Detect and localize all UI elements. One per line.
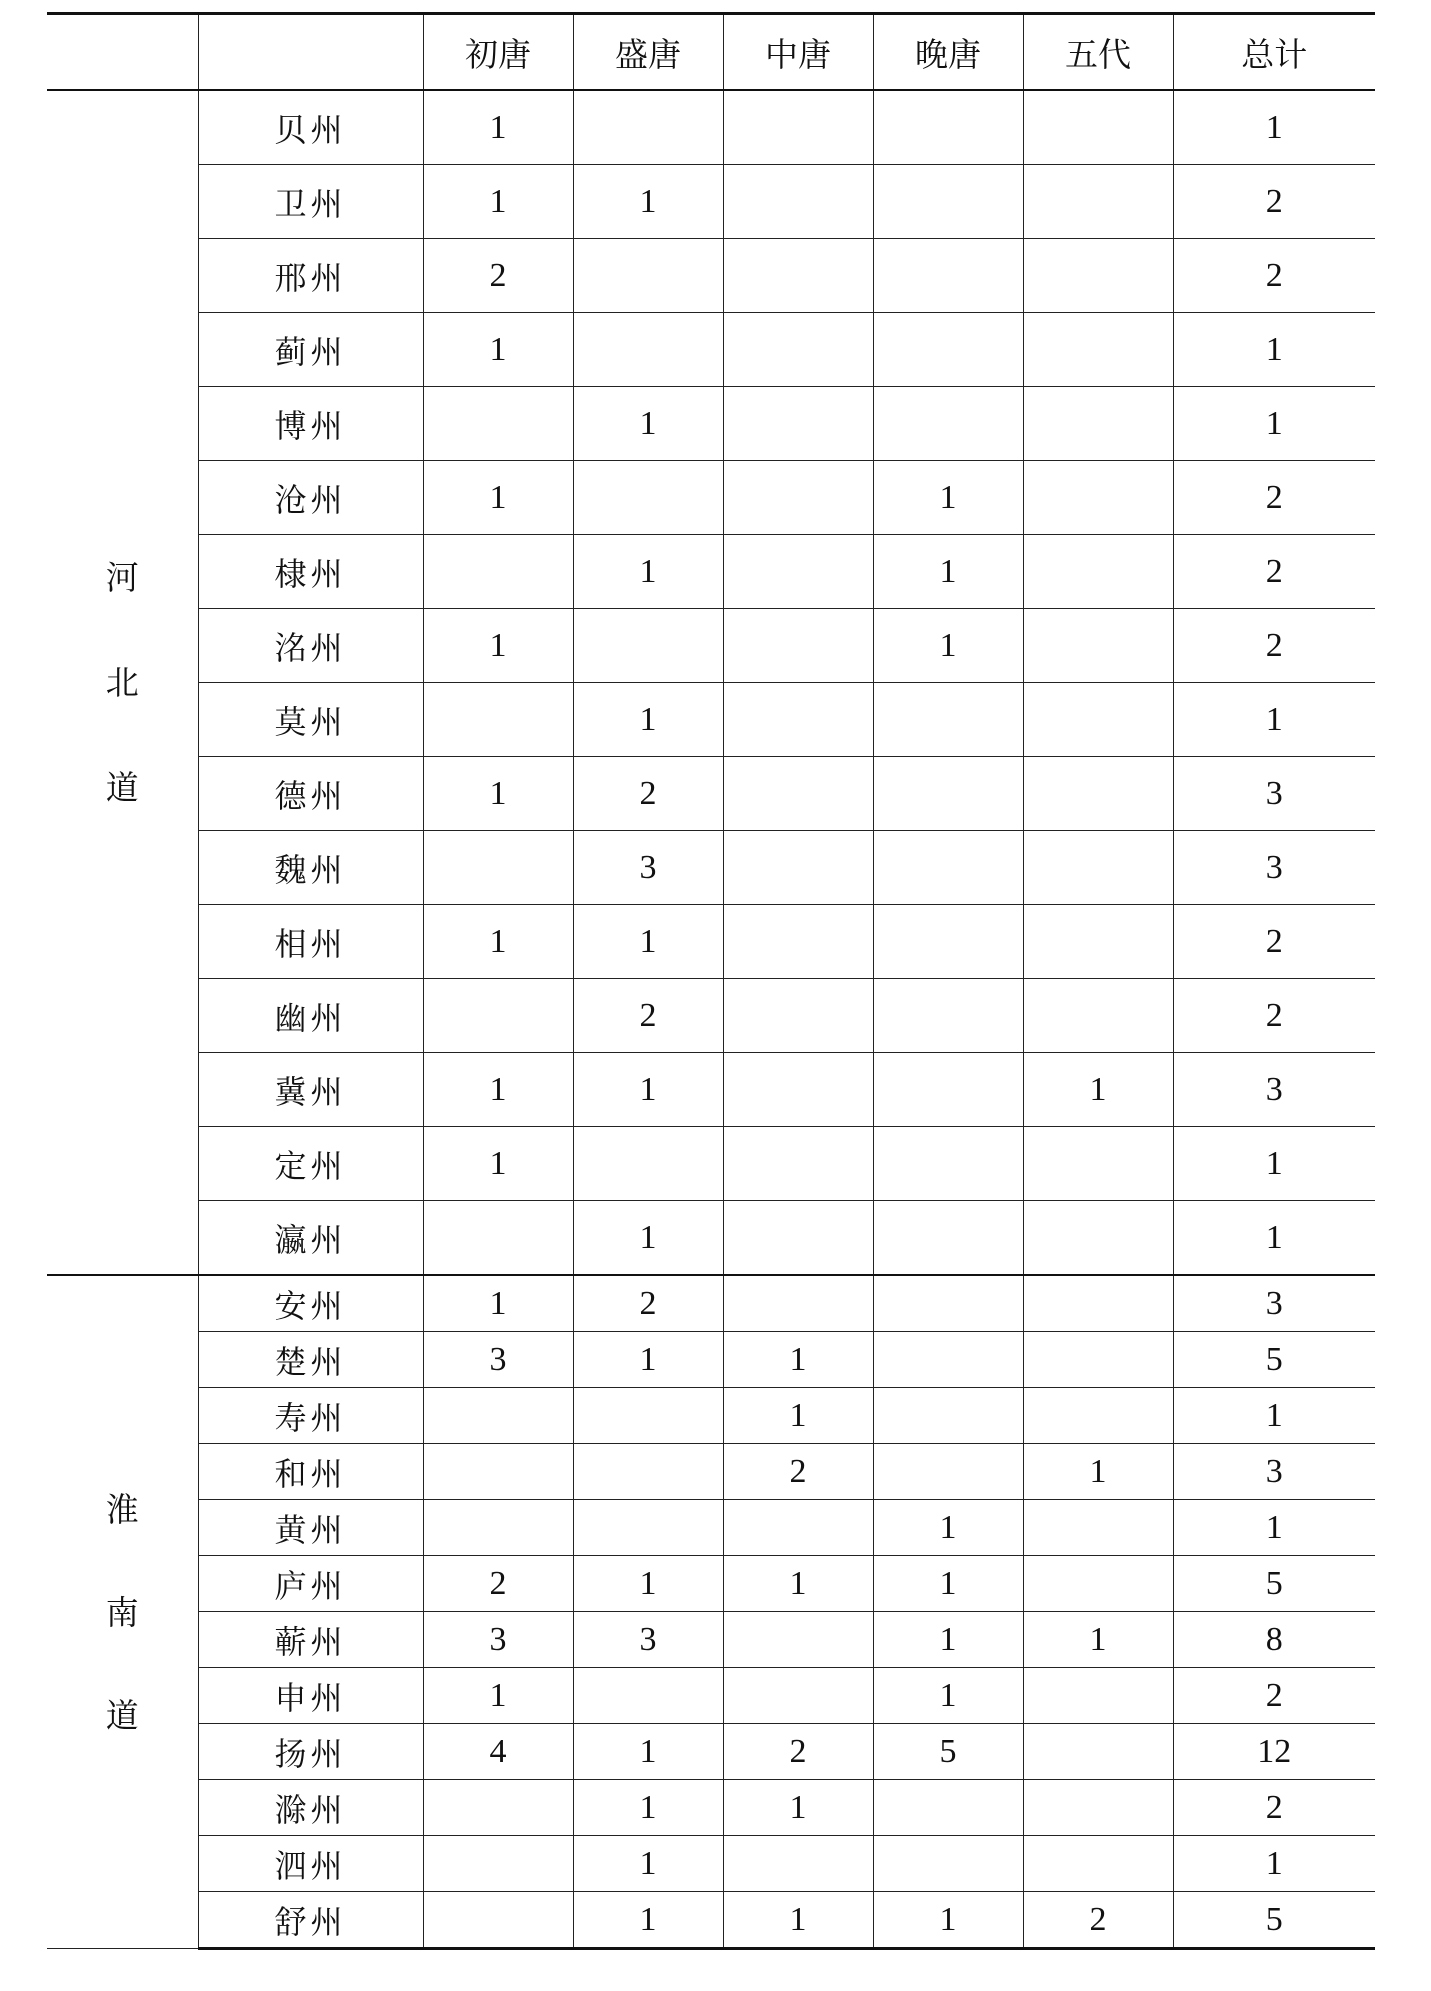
prefecture-name: 贝州 xyxy=(198,90,423,165)
region-huainan-label xyxy=(47,1275,198,1949)
count-wantang: 1 xyxy=(873,1892,1023,1949)
prefecture-name: 申州 xyxy=(198,1668,423,1724)
count-chutang xyxy=(423,1836,573,1892)
prefecture-name: 寿州 xyxy=(198,1388,423,1444)
count-wantang: 1 xyxy=(873,1668,1023,1724)
count-total: 2 xyxy=(1173,1780,1375,1836)
count-wantang: 1 xyxy=(873,535,1023,609)
count-total: 3 xyxy=(1173,831,1375,905)
count-wantang xyxy=(873,1780,1023,1836)
table-row xyxy=(47,1275,1375,1332)
count-wudai xyxy=(1023,1780,1173,1836)
count-zhongtang xyxy=(723,757,873,831)
count-zhongtang xyxy=(723,1127,873,1201)
table-row xyxy=(47,1388,1375,1444)
count-shengtang: 1 xyxy=(573,1053,723,1127)
count-total: 2 xyxy=(1173,979,1375,1053)
count-total: 1 xyxy=(1173,90,1375,165)
prefecture-name: 扬州 xyxy=(198,1724,423,1780)
table-row xyxy=(47,1892,1375,1949)
count-total: 2 xyxy=(1173,461,1375,535)
count-wantang xyxy=(873,313,1023,387)
table-row xyxy=(47,313,1375,387)
count-wantang: 1 xyxy=(873,1612,1023,1668)
count-chutang: 1 xyxy=(423,461,573,535)
count-wantang xyxy=(873,1201,1023,1276)
region-hebei-label xyxy=(47,90,198,1275)
count-wantang xyxy=(873,831,1023,905)
count-chutang xyxy=(423,1892,573,1949)
region-char: 北 xyxy=(105,663,139,702)
count-wudai xyxy=(1023,1724,1173,1780)
region-char: 南 xyxy=(105,1592,139,1632)
count-wudai xyxy=(1023,1332,1173,1388)
count-shengtang xyxy=(573,1500,723,1556)
table-row xyxy=(47,387,1375,461)
count-chutang xyxy=(423,1444,573,1500)
count-wudai xyxy=(1023,387,1173,461)
prefecture-name: 德州 xyxy=(198,757,423,831)
count-shengtang: 1 xyxy=(573,1780,723,1836)
prefecture-name: 棣州 xyxy=(198,535,423,609)
count-wantang xyxy=(873,239,1023,313)
table-row xyxy=(47,1444,1375,1500)
count-zhongtang xyxy=(723,461,873,535)
count-total: 3 xyxy=(1173,1275,1375,1332)
count-shengtang xyxy=(573,609,723,683)
prefecture-name: 莫州 xyxy=(198,683,423,757)
table-row xyxy=(47,461,1375,535)
count-chutang xyxy=(423,1388,573,1444)
count-wantang: 1 xyxy=(873,461,1023,535)
count-wantang xyxy=(873,1275,1023,1332)
count-chutang: 1 xyxy=(423,1275,573,1332)
count-total: 2 xyxy=(1173,535,1375,609)
count-zhongtang xyxy=(723,1668,873,1724)
count-wantang xyxy=(873,1836,1023,1892)
count-zhongtang xyxy=(723,535,873,609)
count-zhongtang xyxy=(723,683,873,757)
count-chutang: 4 xyxy=(423,1724,573,1780)
count-total: 1 xyxy=(1173,683,1375,757)
count-chutang xyxy=(423,831,573,905)
count-total: 1 xyxy=(1173,1388,1375,1444)
count-zhongtang: 1 xyxy=(723,1780,873,1836)
count-chutang: 1 xyxy=(423,165,573,239)
count-wudai xyxy=(1023,535,1173,609)
table-row xyxy=(47,831,1375,905)
count-wudai xyxy=(1023,165,1173,239)
count-wantang xyxy=(873,1127,1023,1201)
prefecture-name: 舒州 xyxy=(198,1892,423,1949)
count-shengtang xyxy=(573,1388,723,1444)
table-row xyxy=(47,1127,1375,1201)
count-shengtang xyxy=(573,1668,723,1724)
prefecture-name: 冀州 xyxy=(198,1053,423,1127)
prefecture-name: 沧州 xyxy=(198,461,423,535)
count-chutang: 1 xyxy=(423,1668,573,1724)
count-zhongtang: 1 xyxy=(723,1892,873,1949)
count-zhongtang xyxy=(723,609,873,683)
count-chutang xyxy=(423,979,573,1053)
count-chutang: 2 xyxy=(423,239,573,313)
region-char: 淮 xyxy=(105,1489,139,1529)
table-row xyxy=(47,683,1375,757)
region-char: 河 xyxy=(105,558,139,597)
count-wudai xyxy=(1023,461,1173,535)
count-shengtang xyxy=(573,461,723,535)
count-chutang: 1 xyxy=(423,905,573,979)
count-chutang: 3 xyxy=(423,1612,573,1668)
count-shengtang: 1 xyxy=(573,387,723,461)
count-wudai: 1 xyxy=(1023,1444,1173,1500)
header-cell-region xyxy=(47,14,198,91)
count-wudai xyxy=(1023,1836,1173,1892)
table-row xyxy=(47,1556,1375,1612)
count-chutang: 1 xyxy=(423,313,573,387)
count-wudai: 2 xyxy=(1023,1892,1173,1949)
count-total: 1 xyxy=(1173,1836,1375,1892)
count-wudai xyxy=(1023,90,1173,165)
prefecture-name: 邢州 xyxy=(198,239,423,313)
count-wantang xyxy=(873,683,1023,757)
count-total: 2 xyxy=(1173,239,1375,313)
count-wantang xyxy=(873,165,1023,239)
count-wantang xyxy=(873,90,1023,165)
count-wudai xyxy=(1023,1275,1173,1332)
prefecture-name: 瀛州 xyxy=(198,1201,423,1276)
count-total: 5 xyxy=(1173,1332,1375,1388)
count-zhongtang xyxy=(723,313,873,387)
count-chutang: 3 xyxy=(423,1332,573,1388)
count-zhongtang xyxy=(723,1612,873,1668)
prefecture-name: 定州 xyxy=(198,1127,423,1201)
prefecture-name: 卫州 xyxy=(198,165,423,239)
count-total: 3 xyxy=(1173,1053,1375,1127)
table-row xyxy=(47,165,1375,239)
count-chutang: 1 xyxy=(423,1053,573,1127)
count-zhongtang xyxy=(723,1836,873,1892)
region-char: 道 xyxy=(105,768,139,807)
prefecture-name: 蕲州 xyxy=(198,1612,423,1668)
count-zhongtang: 2 xyxy=(723,1724,873,1780)
prefecture-name: 安州 xyxy=(198,1275,423,1332)
table-row xyxy=(47,905,1375,979)
count-chutang: 1 xyxy=(423,90,573,165)
count-chutang xyxy=(423,683,573,757)
prefecture-name: 洺州 xyxy=(198,609,423,683)
count-zhongtang: 1 xyxy=(723,1388,873,1444)
table-row xyxy=(47,1500,1375,1556)
count-wudai xyxy=(1023,757,1173,831)
count-chutang: 1 xyxy=(423,609,573,683)
prefecture-name: 博州 xyxy=(198,387,423,461)
count-total: 3 xyxy=(1173,757,1375,831)
count-shengtang: 1 xyxy=(573,1836,723,1892)
count-total: 2 xyxy=(1173,609,1375,683)
header-cell-shengtang: 盛唐 xyxy=(573,14,723,91)
table-row xyxy=(47,239,1375,313)
count-zhongtang xyxy=(723,905,873,979)
prefecture-name: 和州 xyxy=(198,1444,423,1500)
count-zhongtang xyxy=(723,831,873,905)
count-wantang xyxy=(873,757,1023,831)
count-total: 1 xyxy=(1173,1500,1375,1556)
count-shengtang xyxy=(573,1127,723,1201)
count-wudai xyxy=(1023,1668,1173,1724)
count-chutang xyxy=(423,1780,573,1836)
table-row xyxy=(47,1332,1375,1388)
count-zhongtang xyxy=(723,239,873,313)
header-cell-total: 总计 xyxy=(1173,14,1375,91)
count-zhongtang xyxy=(723,1201,873,1276)
count-wantang xyxy=(873,1332,1023,1388)
count-shengtang: 1 xyxy=(573,1556,723,1612)
count-wantang xyxy=(873,1444,1023,1500)
header-row xyxy=(47,14,1375,91)
table-row xyxy=(47,979,1375,1053)
header-cell-wantang: 晚唐 xyxy=(873,14,1023,91)
count-total: 1 xyxy=(1173,1127,1375,1201)
count-shengtang: 1 xyxy=(573,1201,723,1276)
table-row xyxy=(47,1780,1375,1836)
prefecture-name: 滁州 xyxy=(198,1780,423,1836)
count-wudai xyxy=(1023,313,1173,387)
count-chutang xyxy=(423,387,573,461)
count-zhongtang xyxy=(723,1275,873,1332)
count-total: 3 xyxy=(1173,1444,1375,1500)
count-shengtang xyxy=(573,1444,723,1500)
count-chutang: 1 xyxy=(423,757,573,831)
table-row xyxy=(47,535,1375,609)
count-shengtang: 1 xyxy=(573,535,723,609)
header-cell-prefecture xyxy=(198,14,423,91)
count-wantang: 1 xyxy=(873,609,1023,683)
count-total: 1 xyxy=(1173,1201,1375,1276)
table-row xyxy=(47,1668,1375,1724)
count-zhongtang xyxy=(723,979,873,1053)
count-shengtang: 3 xyxy=(573,1612,723,1668)
count-total: 2 xyxy=(1173,165,1375,239)
count-wudai xyxy=(1023,1500,1173,1556)
table-row xyxy=(47,1053,1375,1127)
prefecture-name: 庐州 xyxy=(198,1556,423,1612)
count-chutang xyxy=(423,535,573,609)
header-cell-wudai: 五代 xyxy=(1023,14,1173,91)
table-row xyxy=(47,1201,1375,1276)
count-zhongtang: 1 xyxy=(723,1332,873,1388)
table-row xyxy=(47,90,1375,165)
table-row xyxy=(47,757,1375,831)
count-wudai xyxy=(1023,1388,1173,1444)
count-wantang xyxy=(873,387,1023,461)
count-wudai: 1 xyxy=(1023,1053,1173,1127)
count-total: 2 xyxy=(1173,905,1375,979)
table-row xyxy=(47,1836,1375,1892)
count-wantang: 1 xyxy=(873,1500,1023,1556)
count-shengtang xyxy=(573,313,723,387)
count-zhongtang xyxy=(723,1500,873,1556)
count-zhongtang: 2 xyxy=(723,1444,873,1500)
count-wantang xyxy=(873,979,1023,1053)
count-wantang xyxy=(873,905,1023,979)
count-zhongtang: 1 xyxy=(723,1556,873,1612)
count-total: 2 xyxy=(1173,1668,1375,1724)
prefecture-name: 幽州 xyxy=(198,979,423,1053)
count-shengtang: 2 xyxy=(573,757,723,831)
count-wudai xyxy=(1023,831,1173,905)
count-zhongtang xyxy=(723,387,873,461)
count-wudai xyxy=(1023,1556,1173,1612)
count-shengtang: 2 xyxy=(573,1275,723,1332)
count-wudai xyxy=(1023,239,1173,313)
table-row xyxy=(47,1724,1375,1780)
header-cell-chutang: 初唐 xyxy=(423,14,573,91)
count-shengtang xyxy=(573,90,723,165)
count-wantang: 1 xyxy=(873,1556,1023,1612)
prefecture-name: 楚州 xyxy=(198,1332,423,1388)
count-total: 5 xyxy=(1173,1892,1375,1949)
count-shengtang: 2 xyxy=(573,979,723,1053)
count-zhongtang xyxy=(723,165,873,239)
count-total: 1 xyxy=(1173,313,1375,387)
count-shengtang: 1 xyxy=(573,683,723,757)
count-chutang: 1 xyxy=(423,1127,573,1201)
region-char: 道 xyxy=(105,1695,139,1735)
count-chutang xyxy=(423,1500,573,1556)
count-chutang xyxy=(423,1201,573,1276)
count-shengtang xyxy=(573,239,723,313)
prefecture-name: 蓟州 xyxy=(198,313,423,387)
table-row xyxy=(47,1612,1375,1668)
count-total: 1 xyxy=(1173,387,1375,461)
count-wudai xyxy=(1023,683,1173,757)
count-shengtang: 1 xyxy=(573,1332,723,1388)
prefecture-name: 魏州 xyxy=(198,831,423,905)
count-zhongtang xyxy=(723,1053,873,1127)
count-total: 8 xyxy=(1173,1612,1375,1668)
count-shengtang: 3 xyxy=(573,831,723,905)
count-shengtang: 1 xyxy=(573,165,723,239)
count-shengtang: 1 xyxy=(573,905,723,979)
prefecture-name: 泗州 xyxy=(198,1836,423,1892)
count-wudai xyxy=(1023,1127,1173,1201)
count-wudai: 1 xyxy=(1023,1612,1173,1668)
count-zhongtang xyxy=(723,90,873,165)
count-total: 12 xyxy=(1173,1724,1375,1780)
header-cell-zhongtang: 中唐 xyxy=(723,14,873,91)
count-chutang: 2 xyxy=(423,1556,573,1612)
count-wudai xyxy=(1023,979,1173,1053)
count-wantang xyxy=(873,1053,1023,1127)
table-row xyxy=(47,609,1375,683)
count-wantang xyxy=(873,1388,1023,1444)
statistics-table xyxy=(47,12,1375,1950)
count-wudai xyxy=(1023,905,1173,979)
prefecture-name: 相州 xyxy=(198,905,423,979)
count-total: 5 xyxy=(1173,1556,1375,1612)
count-wantang: 5 xyxy=(873,1724,1023,1780)
count-shengtang: 1 xyxy=(573,1892,723,1949)
count-shengtang: 1 xyxy=(573,1724,723,1780)
count-wudai xyxy=(1023,609,1173,683)
count-wudai xyxy=(1023,1201,1173,1276)
prefecture-name: 黄州 xyxy=(198,1500,423,1556)
